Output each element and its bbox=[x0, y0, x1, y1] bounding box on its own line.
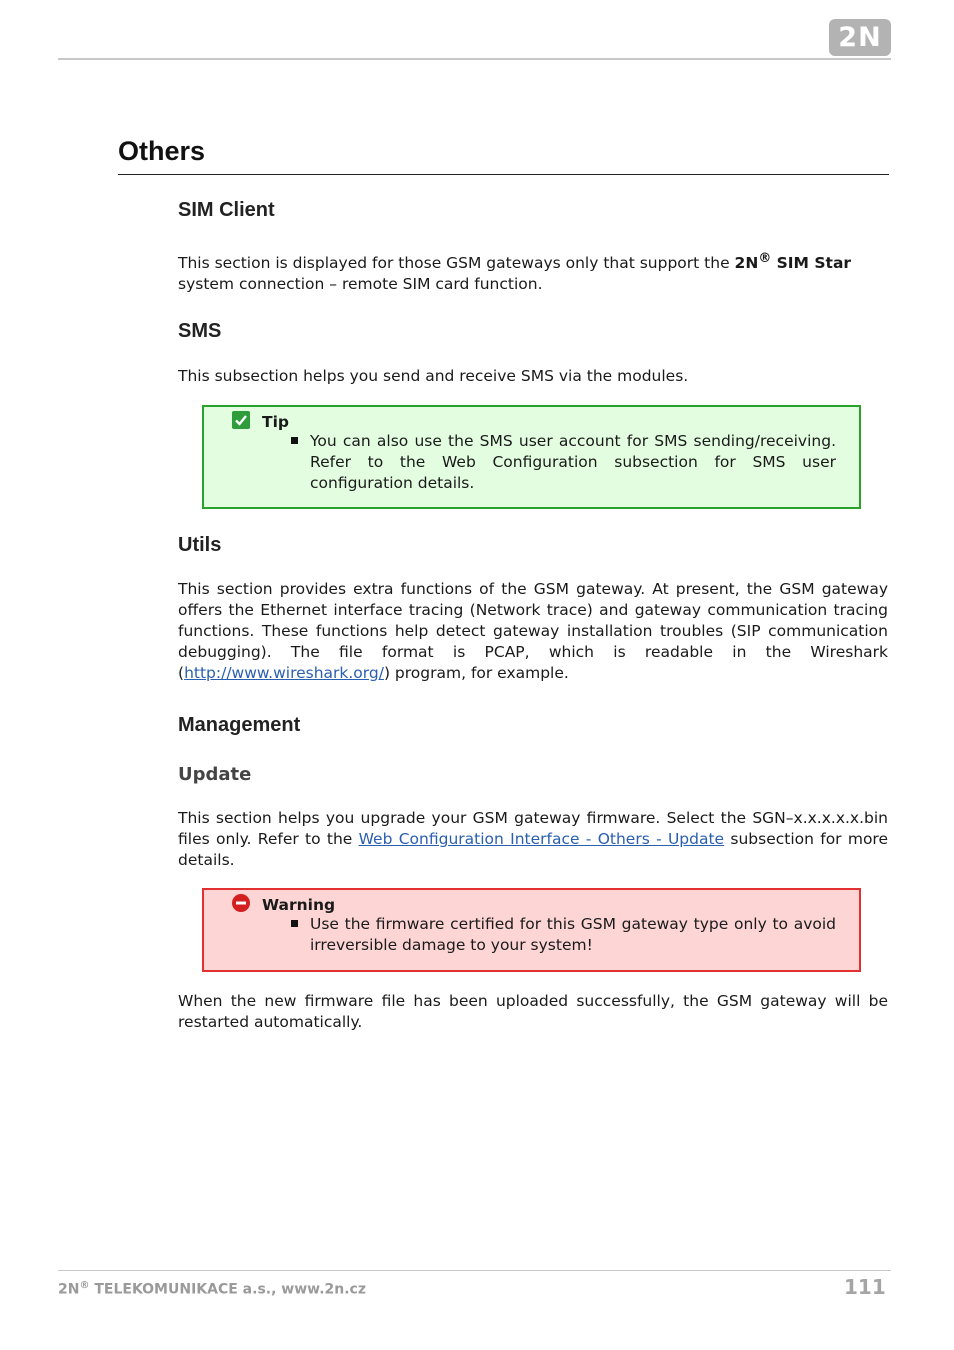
utils-paragraph bbox=[178, 579, 888, 684]
update-text: This section helps you upgrade your GSM gateway firmware. Select the SGN–x.x.x.x.x.bin files only. Refer to the bbox=[178, 809, 888, 848]
footer-brand: 2N bbox=[58, 1281, 80, 1298]
tip-box bbox=[202, 405, 861, 509]
bullet-icon bbox=[291, 920, 298, 927]
utils-text: This section provides extra functions of the GSM gateway. At present, the GSM gateway offers the Ethernet interface tracing (Network trace) and gateway communication tracing functions. These functions help detect gateway installation troubles (SIP communication debugging). The file format is PCAP, which is readable in the Wireshark ( bbox=[178, 580, 888, 682]
footer-company bbox=[58, 1280, 366, 1298]
brand-sim-star: SIM Star bbox=[771, 254, 852, 273]
heading-utils: Utils bbox=[178, 534, 222, 556]
2n-logo: 2N bbox=[829, 19, 891, 56]
footer-company-text: TELEKOMUNIKACE a.s., www.2n.cz bbox=[89, 1281, 366, 1298]
warning-item: Use the firmware certified for this GSM gateway type only to avoid irreversible damage to your system! bbox=[310, 915, 836, 954]
page-title: Others bbox=[118, 136, 206, 166]
checkbox-icon bbox=[232, 411, 250, 429]
closing-paragraph: When the new firmware file has been uploaded successfully, the GSM gateway will be restarted automatically. bbox=[178, 992, 888, 1031]
brand-2n: 2N bbox=[734, 254, 759, 273]
update-paragraph bbox=[178, 808, 888, 871]
heading-update: Update bbox=[178, 764, 252, 785]
sim-client-paragraph bbox=[178, 248, 888, 295]
title-rule bbox=[118, 174, 889, 175]
minus-circle-icon bbox=[232, 894, 250, 912]
heading-management: Management bbox=[178, 714, 301, 736]
bullet-icon bbox=[291, 437, 298, 444]
header-rule bbox=[58, 58, 891, 60]
utils-text-2: ) program, for example. bbox=[383, 664, 569, 682]
page-number: 111 bbox=[844, 1275, 886, 1299]
sim-client-text: This section is displayed for those GSM gateways only that support the bbox=[178, 254, 735, 273]
sim-client-text-2: system connection – remote SIM card function. bbox=[178, 275, 543, 294]
tip-item: You can also use the SMS user account for SMS sending/receiving. Refer to the Web Configuration subsection for SMS user configuration details. bbox=[310, 432, 836, 492]
tip-title: Tip bbox=[262, 413, 289, 431]
registered-mark: ® bbox=[758, 251, 772, 266]
web-config-others-update-link[interactable]: Web Configuration Interface - Others - Update bbox=[358, 830, 725, 848]
update-text-2: subsection for more details. bbox=[178, 830, 888, 869]
heading-sms: SMS bbox=[178, 320, 222, 342]
warning-title: Warning bbox=[262, 896, 336, 914]
sms-paragraph: This subsection helps you send and receive SMS via the modules. bbox=[178, 367, 689, 385]
warning-box bbox=[202, 888, 861, 972]
heading-sim-client: SIM Client bbox=[178, 199, 275, 221]
wireshark-link[interactable]: http://www.wireshark.org/ bbox=[184, 664, 384, 682]
footer-registered-mark: ® bbox=[79, 1280, 90, 1291]
footer-rule bbox=[58, 1270, 891, 1271]
